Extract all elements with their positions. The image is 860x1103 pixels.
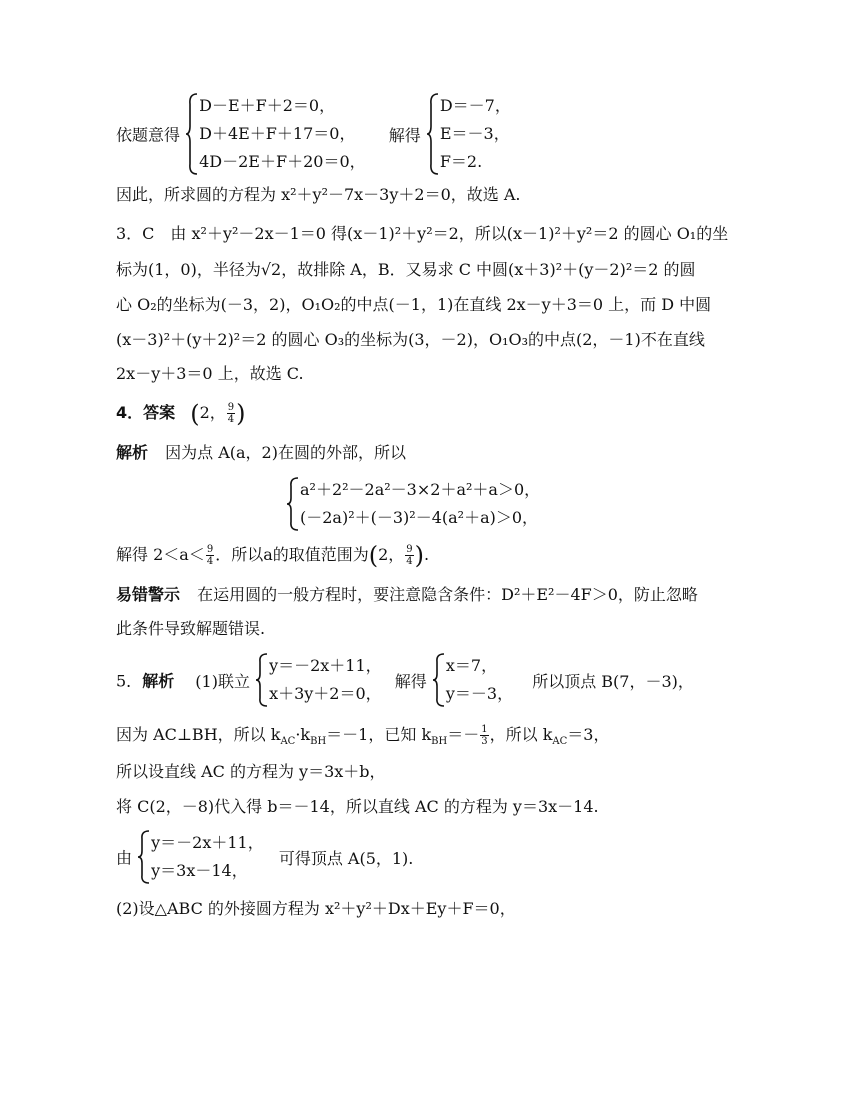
solution-row: E＝－3， — [439, 124, 510, 143]
solution-row: D＝－7， — [439, 96, 511, 115]
lead-text: 依题意得 — [116, 125, 181, 145]
q3-line-2: 标为(1，0)，半径为√2，故排除 A，B．又易求 C 中圆(x＋3)²＋(y－2)²＝2 的圆 — [116, 260, 696, 279]
q3-line-1: 3．C 由 x²＋y²－2x－1＝0 得(x－1)²＋y²＝2，所以(x－1)²＋y²＝2 的圆心 O₁的坐 — [116, 224, 729, 243]
warning-line-1 — [116, 580, 698, 610]
solution-row: x＝7， — [445, 656, 498, 675]
solution-row: y＝－3， — [445, 684, 514, 703]
inequality-row: a²＋2²－2a²－3×2＋a²＋a＞0， — [300, 480, 541, 499]
brace-icon — [255, 652, 269, 708]
q5-system-2: 由 y＝－2x＋11， y＝3x－14， 可得顶点 A(5，1). — [116, 829, 413, 885]
answer-label: 4．答案 — [116, 403, 176, 422]
equation-row: D＋4E＋F＋17＝0， — [199, 124, 356, 143]
q3-line-4: (x－3)²＋(y＋2)²＝2 的圆心 O₃的坐标为(3，－2)，O₁O₃的中点(2，－1)不在直线 — [116, 330, 705, 349]
warning-line-2: 此条件导致解题错误. — [116, 619, 266, 638]
system-block-1 — [116, 92, 511, 176]
q4-result-line: 解得 2＜a＜ $\frac{9}{4}$ ．所以a的取值范围为(2， $\frac{9}{4}$ ). — [116, 541, 430, 570]
analysis-text: 因为点 A(a，2)在圆的外部，所以 — [165, 443, 406, 462]
q5-line-3: 所以设直线 AC 的方程为 y＝3x＋b， — [116, 762, 386, 781]
fraction: $\frac{9}{4}$ — [206, 544, 214, 567]
fraction: $\frac{9}{4}$ — [227, 402, 235, 425]
equation-row: y＝－2x＋11， — [269, 656, 382, 675]
conclusion-line: 因此，所求圆的方程为 x²＋y²－7x－3y＋2＝0，故选 A. — [116, 185, 521, 204]
mid-text: 解得 — [388, 125, 421, 145]
equation-row: D－E＋F＋2＝0， — [199, 96, 336, 115]
brace-icon — [286, 476, 300, 532]
analysis-label: 解析 — [116, 443, 149, 462]
equation-system — [137, 829, 264, 885]
fraction: $\frac{1}{3}$ — [481, 724, 488, 747]
q3-line-3: 心 O₂的坐标为(－3，2)，O₁O₂的中点(－1，1)在直线 2x－y＋3＝0 上，而 D 中圆 — [116, 295, 712, 314]
q5-line-4: 将 C(2，－8)代入得 b＝－14，所以直线 AC 的方程为 y＝3x－14. — [116, 797, 599, 816]
equation-system — [185, 92, 366, 176]
equation-system — [255, 652, 382, 708]
fraction: $\frac{9}{4}$ — [406, 544, 413, 567]
q5-system-line: 5．解析 (1)联立 y＝－2x＋11， x＋3y＋2＝0， 解得 x＝7， y＝－3， 所以顶点 B(7，－3)， — [116, 652, 694, 708]
q4-answer-line: 4．答案 (2， $\frac{9}{4}$ ) — [116, 399, 246, 428]
brace-icon — [426, 92, 440, 176]
solution-system — [432, 652, 513, 708]
equation-row: y＝3x－14， — [151, 861, 248, 880]
q4-system — [286, 476, 540, 532]
solution-row: F＝2. — [439, 152, 483, 171]
inequality-system — [286, 476, 540, 532]
equation-row: y＝－2x＋11， — [151, 833, 264, 852]
q3-line-5: 2x－y＋3＝0 上，故选 C. — [116, 364, 304, 383]
q5-line-6: (2)设△ABC 的外接圆方程为 x²＋y²＋Dx＋Ey＋F＝0， — [116, 899, 516, 918]
brace-icon — [137, 829, 151, 885]
inequality-row: (－2a)²＋(－3)²－4(a²＋a)＞0， — [300, 508, 539, 527]
q4-analysis-line — [116, 438, 406, 468]
equation-row: x＋3y＋2＝0， — [269, 684, 382, 703]
brace-icon — [185, 92, 199, 176]
solution-system — [426, 92, 511, 176]
warning-text: 在运用圆的一般方程时，要注意隐含条件：D²＋E²－4F＞0，防止忽略 — [197, 585, 698, 604]
brace-icon — [432, 652, 446, 708]
warning-label: 易错警示 — [116, 585, 181, 604]
equation-row: 4D－2E＋F＋20＝0， — [199, 152, 366, 171]
q5-line-2: 因为 AC⊥BH，所以 $k_{AC}\cdot k_{BH}=-1$，已知 $k_{BH}=-$ $\frac{1}{3}$ ，所以 $k_{AC}=3$， — [116, 724, 610, 748]
analysis-label: 解析 — [142, 671, 175, 691]
answer-value: 2， — [199, 403, 226, 422]
